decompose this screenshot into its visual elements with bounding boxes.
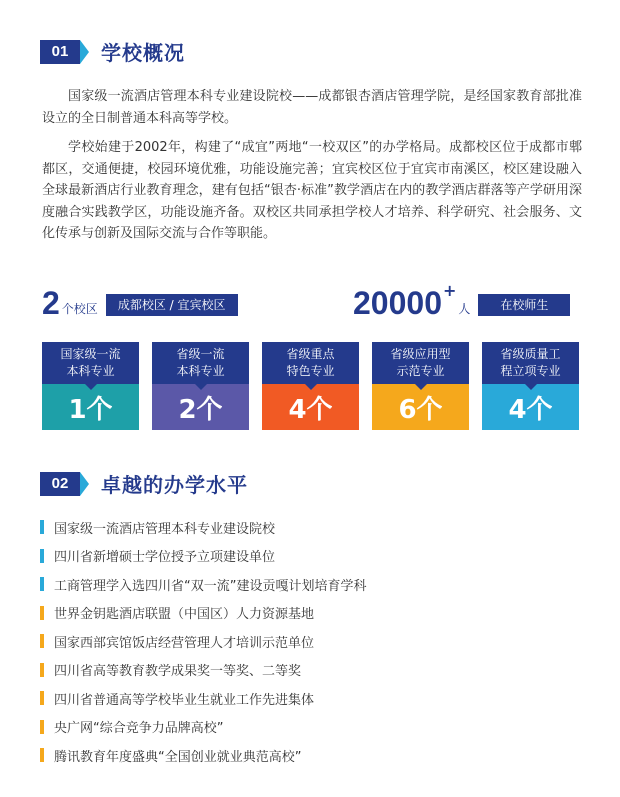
bullet-bar-icon [40, 577, 44, 591]
stat-campus [42, 285, 238, 321]
pointer-icon [415, 384, 427, 390]
bullet-bar-icon [40, 634, 44, 648]
program-card-value: 6个 [372, 384, 469, 430]
program-cards [42, 342, 579, 430]
bullet-bar-icon [40, 720, 44, 734]
bullet-bar-icon [40, 606, 44, 620]
list-item-text: 四川省新增硕士学位授予立项建设单位 [54, 550, 276, 566]
program-card [262, 342, 359, 430]
list-item [40, 570, 366, 599]
list-item [40, 513, 366, 542]
achievement-list [40, 513, 366, 770]
section-title: 学校概况 [101, 41, 185, 65]
intro-paragraph-2: 学校始建于2002年，构建了“成宜”两地“一校双区”的办学格局。成都校区位于成都市郫都区，交通便捷，校园环境优雅，功能设施完善；宜宾校区位于宜宾市南溪区，校区建设融入全球最新酒店行业教育理念，建有包括“银杏·标准”教学酒店在内的教学酒店群落等产学研用深度融合实践教学区，功能设施齐备。双校区共同承担学校人才培养、科学研究、社会服务、文化传承与创新及国际交流与合作等职能。 [42, 140, 582, 241]
program-card [372, 342, 469, 430]
program-card-value: 1个 [42, 384, 139, 430]
bullet-bar-icon [40, 748, 44, 762]
program-card-value: 4个 [262, 384, 359, 430]
stat-campus-number: 2 [42, 285, 60, 321]
arrow-icon [80, 40, 89, 64]
stat-people-plus: + [442, 281, 457, 300]
program-card [482, 342, 579, 430]
stat-people-number: 20000 [353, 285, 442, 321]
bullet-bar-icon [40, 549, 44, 563]
list-item [40, 599, 366, 628]
list-item-text: 央广网“综合竞争力品牌高校” [54, 721, 224, 737]
section-number-badge: 01 [40, 40, 80, 64]
list-item [40, 542, 366, 571]
stat-people [353, 281, 570, 321]
list-item-text: 四川省高等教育教学成果奖一等奖、二等奖 [54, 664, 302, 680]
list-item-text: 四川省普通高等学校毕业生就业工作先进集体 [54, 692, 315, 708]
pointer-icon [195, 384, 207, 390]
program-card-value: 4个 [482, 384, 579, 430]
program-card-label: 省级质量工 程立项专业 [482, 342, 579, 384]
program-card [42, 342, 139, 430]
program-card-label: 省级重点 特色专业 [262, 342, 359, 384]
list-item-text: 腾讯教育年度盛典“全国创业就业典范高校” [54, 749, 302, 765]
section-title: 卓越的办学水平 [101, 473, 248, 497]
stat-campus-tag: 成都校区 / 宜宾校区 [106, 294, 238, 316]
program-card-label: 省级一流 本科专业 [152, 342, 249, 384]
list-item-text: 国家西部宾馆饭店经营管理人才培训示范单位 [54, 635, 315, 651]
bullet-bar-icon [40, 691, 44, 705]
bullet-bar-icon [40, 520, 44, 534]
pointer-icon [85, 384, 97, 390]
stat-campus-unit: 个校区 [61, 302, 98, 316]
stat-people-unit: 人 [458, 302, 471, 316]
program-card-value: 2个 [152, 384, 249, 430]
list-item [40, 684, 366, 713]
section-header-overview [40, 37, 185, 66]
list-item-text: 世界金钥匙酒店联盟（中国区）人力资源基地 [54, 607, 315, 623]
program-card [152, 342, 249, 430]
program-card-label: 省级应用型 示范专业 [372, 342, 469, 384]
program-card-label: 国家级一流 本科专业 [42, 342, 139, 384]
section-header-achievements [40, 469, 248, 498]
bullet-bar-icon [40, 663, 44, 677]
list-item [40, 627, 366, 656]
pointer-icon [305, 384, 317, 390]
list-item-text: 国家级一流酒店管理本科专业建设院校 [54, 521, 276, 537]
intro-paragraph-1: 国家级一流酒店管理本科专业建设院校——成都银杏酒店管理学院，是经国家教育部批准设立的全日制普通本科高等学校。 [42, 89, 582, 126]
arrow-icon [80, 472, 89, 496]
list-item [40, 713, 366, 742]
stat-people-tag: 在校师生 [478, 294, 570, 316]
list-item-text: 工商管理学入选四川省“双一流”建设贡嘎计划培育学科 [54, 578, 367, 594]
list-item [40, 741, 366, 770]
section-number-badge: 02 [40, 472, 80, 496]
list-item [40, 656, 366, 685]
pointer-icon [525, 384, 537, 390]
